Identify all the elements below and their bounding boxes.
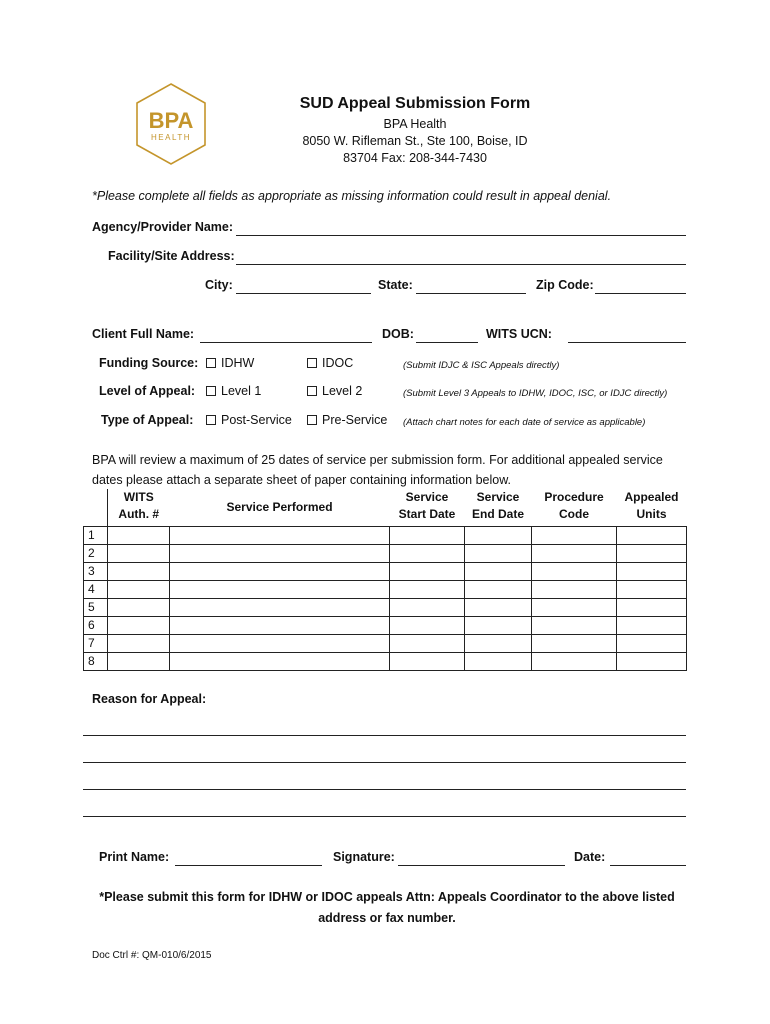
checkbox-icon[interactable]	[206, 415, 216, 425]
zip-field[interactable]	[595, 293, 686, 294]
table-cell[interactable]	[390, 634, 465, 652]
units-header-line1: Appealed	[624, 490, 679, 504]
table-cell[interactable]	[532, 634, 617, 652]
table-row	[84, 562, 687, 580]
checkbox-icon[interactable]	[307, 386, 317, 396]
table-cell[interactable]	[532, 544, 617, 562]
level-hint: (Submit Level 3 Appeals to IDHW, IDOC, ISC, or IDJC directly)	[403, 388, 668, 399]
funding-idhw-option[interactable]	[206, 356, 254, 370]
bpa-health-logo	[134, 82, 208, 166]
reason-line-4[interactable]	[83, 816, 686, 817]
level-2-label: Level 2	[322, 384, 363, 398]
table-cell[interactable]	[170, 652, 390, 670]
units-header-line2: Units	[636, 507, 667, 521]
reason-line-3[interactable]	[83, 789, 686, 790]
signature-field[interactable]	[398, 865, 565, 866]
funding-idoc-label: IDOC	[322, 356, 354, 370]
zip-label: Zip Code:	[536, 278, 594, 292]
table-cell[interactable]	[108, 598, 170, 616]
table-cell[interactable]	[617, 544, 687, 562]
table-cell[interactable]	[108, 580, 170, 598]
row-number: 4	[84, 580, 108, 598]
table-cell[interactable]	[108, 634, 170, 652]
proc-header-line1: Procedure	[544, 490, 604, 504]
wits-header-line2: Auth. #	[118, 507, 160, 521]
doc-control-number: Doc Ctrl #: QM-010/6/2015	[92, 950, 212, 961]
print-name-field[interactable]	[175, 865, 322, 866]
table-cell[interactable]	[465, 634, 532, 652]
table-cell[interactable]	[465, 652, 532, 670]
table-cell[interactable]	[390, 580, 465, 598]
table-cell[interactable]	[465, 544, 532, 562]
funding-idoc-option[interactable]	[307, 356, 353, 370]
checkbox-icon[interactable]	[307, 415, 317, 425]
client-name-field[interactable]	[200, 342, 372, 343]
reason-label: Reason for Appeal:	[92, 692, 207, 706]
client-name-label: Client Full Name:	[92, 327, 195, 341]
table-cell[interactable]	[532, 580, 617, 598]
table-cell[interactable]	[390, 562, 465, 580]
table-cell[interactable]	[390, 598, 465, 616]
appealed-units-header	[617, 489, 687, 526]
table-cell[interactable]	[390, 544, 465, 562]
facility-label: Facility/Site Address:	[108, 249, 235, 263]
table-cell[interactable]	[170, 562, 390, 580]
service-performed-header	[170, 489, 390, 526]
table-cell[interactable]	[170, 598, 390, 616]
table-cell[interactable]	[108, 652, 170, 670]
logo-brand: BPA	[148, 108, 194, 133]
instructions-note: *Please complete all fields as appropriate as missing information could result in appeal denial.	[92, 189, 612, 203]
post-service-option[interactable]	[206, 413, 292, 427]
org-address-line2: 83704 Fax: 208-344-7430	[343, 151, 487, 165]
print-name-label: Print Name:	[99, 850, 170, 864]
service-dates-table	[83, 489, 687, 671]
row-number: 3	[84, 562, 108, 580]
table-cell[interactable]	[532, 562, 617, 580]
end-header-line2: End Date	[471, 507, 524, 521]
table-cell[interactable]	[108, 616, 170, 634]
funding-idhw-label: IDHW	[221, 356, 255, 370]
date-label: Date:	[574, 850, 606, 864]
funding-hint: (Submit IDJC & ISC Appeals directly)	[403, 360, 560, 371]
funding-source-label: Funding Source:	[99, 356, 199, 370]
type-hint: (Attach chart notes for each date of service as applicable)	[403, 417, 646, 428]
start-header-line2: Start Date	[398, 507, 456, 521]
reason-line-1[interactable]	[83, 735, 686, 736]
table-cell[interactable]	[108, 526, 170, 544]
table-row	[84, 544, 687, 562]
city-field[interactable]	[236, 293, 371, 294]
agency-field[interactable]	[236, 235, 686, 236]
table-cell[interactable]	[465, 598, 532, 616]
state-label: State:	[378, 278, 413, 292]
wits-auth-header	[108, 489, 170, 526]
reason-line-2[interactable]	[83, 762, 686, 763]
hexagon-logo-icon	[134, 82, 208, 166]
table-cell[interactable]	[170, 616, 390, 634]
table-cell[interactable]	[617, 634, 687, 652]
level-1-option[interactable]	[206, 384, 261, 398]
table-cell[interactable]	[465, 526, 532, 544]
table-cell[interactable]	[617, 562, 687, 580]
table-cell[interactable]	[465, 616, 532, 634]
pre-service-option[interactable]	[307, 413, 387, 427]
table-cell[interactable]	[390, 616, 465, 634]
table-cell[interactable]	[532, 652, 617, 670]
post-service-label: Post-Service	[221, 413, 292, 427]
agency-label: Agency/Provider Name:	[92, 220, 234, 234]
closing-instructions: *Please submit this form for IDHW or IDOC appeals Attn: Appeals Coordinator to the above listed address or fax number.	[99, 890, 675, 925]
table-cell[interactable]	[532, 598, 617, 616]
row-number-header	[84, 489, 108, 526]
proc-header-line2: Code	[559, 507, 589, 521]
wits-ucn-label: WITS UCN:	[486, 327, 552, 341]
row-number: 7	[84, 634, 108, 652]
facility-field[interactable]	[236, 264, 686, 265]
date-field[interactable]	[610, 865, 686, 866]
row-number: 5	[84, 598, 108, 616]
level-2-option[interactable]	[307, 384, 362, 398]
table-cell[interactable]	[108, 544, 170, 562]
table-cell[interactable]	[465, 562, 532, 580]
table-cell[interactable]	[617, 598, 687, 616]
table-cell[interactable]	[532, 616, 617, 634]
procedure-code-header	[532, 489, 617, 526]
table-cell[interactable]	[108, 562, 170, 580]
table-header-row	[84, 489, 687, 526]
pre-service-label: Pre-Service	[322, 413, 388, 427]
table-row	[84, 652, 687, 670]
start-date-header	[390, 489, 465, 526]
logo-sub: HEALTH	[151, 133, 191, 142]
table-row	[84, 580, 687, 598]
row-number: 1	[84, 526, 108, 544]
type-of-appeal-label: Type of Appeal:	[101, 413, 194, 427]
table-cell[interactable]	[390, 652, 465, 670]
checkbox-icon[interactable]	[206, 386, 216, 396]
start-header-line1: Service	[405, 490, 449, 504]
table-cell[interactable]	[465, 580, 532, 598]
table-row	[84, 526, 687, 544]
row-number: 8	[84, 652, 108, 670]
level-of-appeal-label: Level of Appeal:	[99, 384, 196, 398]
dob-field[interactable]	[416, 342, 478, 343]
wits-ucn-field[interactable]	[568, 342, 686, 343]
table-row	[84, 616, 687, 634]
table-row	[84, 598, 687, 616]
checkbox-icon[interactable]	[307, 358, 317, 368]
checkbox-icon[interactable]	[206, 358, 216, 368]
table-cell[interactable]	[170, 580, 390, 598]
table-cell[interactable]	[390, 526, 465, 544]
state-field[interactable]	[416, 293, 526, 294]
signature-label: Signature:	[333, 850, 395, 864]
table-cell[interactable]	[617, 652, 687, 670]
form-title: SUD Appeal Submission Form	[299, 95, 531, 112]
city-label: City:	[205, 278, 233, 292]
end-date-header	[465, 489, 532, 526]
row-number: 6	[84, 616, 108, 634]
table-cell[interactable]	[532, 526, 617, 544]
max-dates-paragraph: BPA will review a maximum of 25 dates of service per submission form. For additional appealed service dates please attach a separate sheet of paper containing information below.	[92, 453, 663, 487]
org-name: BPA Health	[383, 117, 447, 131]
table-cell[interactable]	[170, 526, 390, 544]
table-cell[interactable]	[170, 544, 390, 562]
org-address-line1: 8050 W. Rifleman St., Ste 100, Boise, ID	[302, 134, 528, 148]
table-cell[interactable]	[617, 580, 687, 598]
table-cell[interactable]	[170, 634, 390, 652]
table-cell[interactable]	[617, 526, 687, 544]
table-cell[interactable]	[617, 616, 687, 634]
end-header-line1: Service	[476, 490, 520, 504]
row-number: 2	[84, 544, 108, 562]
wits-header-line1: WITS	[123, 490, 154, 504]
table-row	[84, 634, 687, 652]
dob-label: DOB:	[382, 327, 414, 341]
level-1-label: Level 1	[221, 384, 262, 398]
service-header-text: Service Performed	[226, 499, 333, 514]
